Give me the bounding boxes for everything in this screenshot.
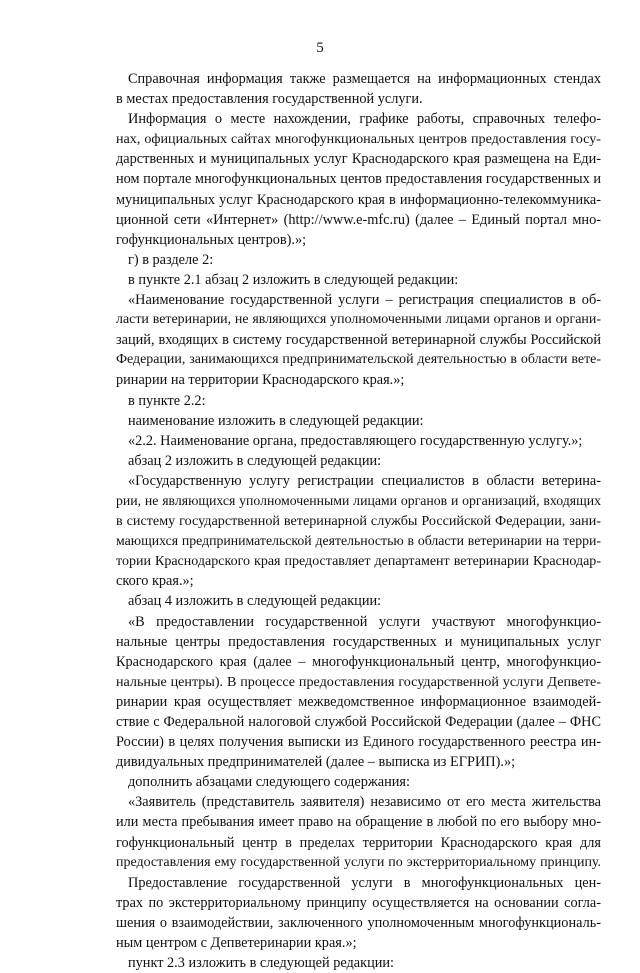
text-line: мающихся предпринимательской деятельностью в области ветеринарии на терри-	[116, 533, 601, 549]
text-line: пункт 2.3 изложить в следующей редакции:	[128, 955, 395, 972]
text-line: нальные центры). В процессе предоставления государственной услуги Депвете-	[116, 673, 601, 690]
text-line: дарственных и муниципальных услуг Краснодарского края размещена на Еди-	[116, 151, 601, 168]
text-line: Справочная информация также размещается на информационных стендах	[128, 71, 601, 87]
text-line: ционной сети «Интернет» (http://www.e-mfc.ru) (далее – Единый портал мно-	[116, 211, 601, 228]
text-line: «Наименование государственной услуги – регистрация специалистов в об-	[128, 292, 601, 309]
text-line: заций, входящих в систему государственной ветеринарной службы Российской	[116, 332, 601, 349]
text-line: ном портале многофункциональных центов предоставления государственных и	[116, 171, 601, 188]
text-line: в пункте 2.1 абзац 2 изложить в следующей редакции:	[128, 271, 459, 288]
text-line: гофункциональных центров).»;	[116, 231, 307, 248]
text-line: абзац 4 изложить в следующей редакции:	[128, 593, 382, 610]
text-line: ным центром с Депветеринарии края.»;	[116, 935, 357, 952]
text-line: ского края.»;	[116, 573, 194, 590]
text-line: Краснодарского края (далее – многофункциональный центр, многофункцио-	[116, 653, 601, 670]
text-line: Информация о месте нахождении, графике работы, справочных телефо-	[128, 111, 601, 128]
text-line: ласти ветеринарии, не являющихся уполномоченными лицами органов и органи-	[116, 312, 601, 328]
text-line: ствие с Федеральной налоговой службой Российской Федерации (далее – ФНС	[116, 714, 601, 730]
text-line: «В предоставлении государственной услуги участвуют многофункцио-	[128, 613, 601, 630]
text-line: нах, официальных сайтах многофункциональных центров предоставления госу-	[116, 131, 601, 148]
text-line: в пункте 2.2:	[128, 392, 206, 409]
text-line: нальные центры предоставления государственных и муниципальных услуг	[116, 633, 601, 650]
text-line: ринарии на территории Краснодарского края.»;	[116, 372, 405, 389]
page-number: 5	[316, 40, 324, 56]
text-line: гофункциональный центр в пределах территории Краснодарского края для	[116, 834, 601, 851]
text-line: дивидуальных предпринимателей (далее – выписка из ЕГРИП).»;	[116, 754, 516, 771]
text-line: рии, не являющихся уполномоченными лицами органов и организаций, входящих	[116, 492, 601, 508]
text-line: муниципальных услуг Краснодарского края в информационно-телекоммуника-	[116, 191, 601, 208]
text-line: «Заявитель (представитель заявителя) независимо от его места жительства	[128, 794, 601, 811]
text-line: трах по экстерриториальному принципу осуществляется на основании согла-	[116, 894, 601, 911]
document-body	[116, 69, 601, 973]
text-line: или места пребывания имеет право на обращение в любой по его выбору мно-	[116, 814, 601, 831]
text-line: в местах предоставления государственной услуги.	[116, 91, 423, 108]
text-line: наименование изложить в следующей редакции:	[128, 412, 424, 429]
text-line: тории Краснодарского края предоставляет департамент ветеринарии Краснодар-	[116, 553, 601, 570]
text-line: ринарии края осуществляет межведомственное информационное взаимодей-	[116, 693, 601, 710]
text-line: «Государственную услугу регистрации специалистов в области ветерина-	[128, 472, 601, 489]
text-line: «2.2. Наименование органа, предоставляющего государственную услугу.»;	[128, 432, 583, 449]
text-line: предоставления ему государственной услуги по экстерриториальному принципу.	[116, 854, 601, 870]
text-line: шения о взаимодействии, заключенного уполномоченным многофункциональ-	[116, 914, 601, 931]
text-line: Предоставление государственной услуги в многофункциональных цен-	[128, 874, 601, 891]
text-line: России) в целях получения выписки из Единого государственного реестра ин-	[116, 734, 601, 751]
text-line: г) в разделе 2:	[128, 251, 214, 268]
text-line: в систему государственной ветеринарной службы Российской Федерации, зани-	[116, 513, 601, 530]
text-line: абзац 2 изложить в следующей редакции:	[128, 452, 382, 469]
text-line: дополнить абзацами следующего содержания:	[128, 774, 410, 791]
text-line: Федерации, занимающихся предпринимательской деятельностью в области вете-	[116, 352, 601, 368]
